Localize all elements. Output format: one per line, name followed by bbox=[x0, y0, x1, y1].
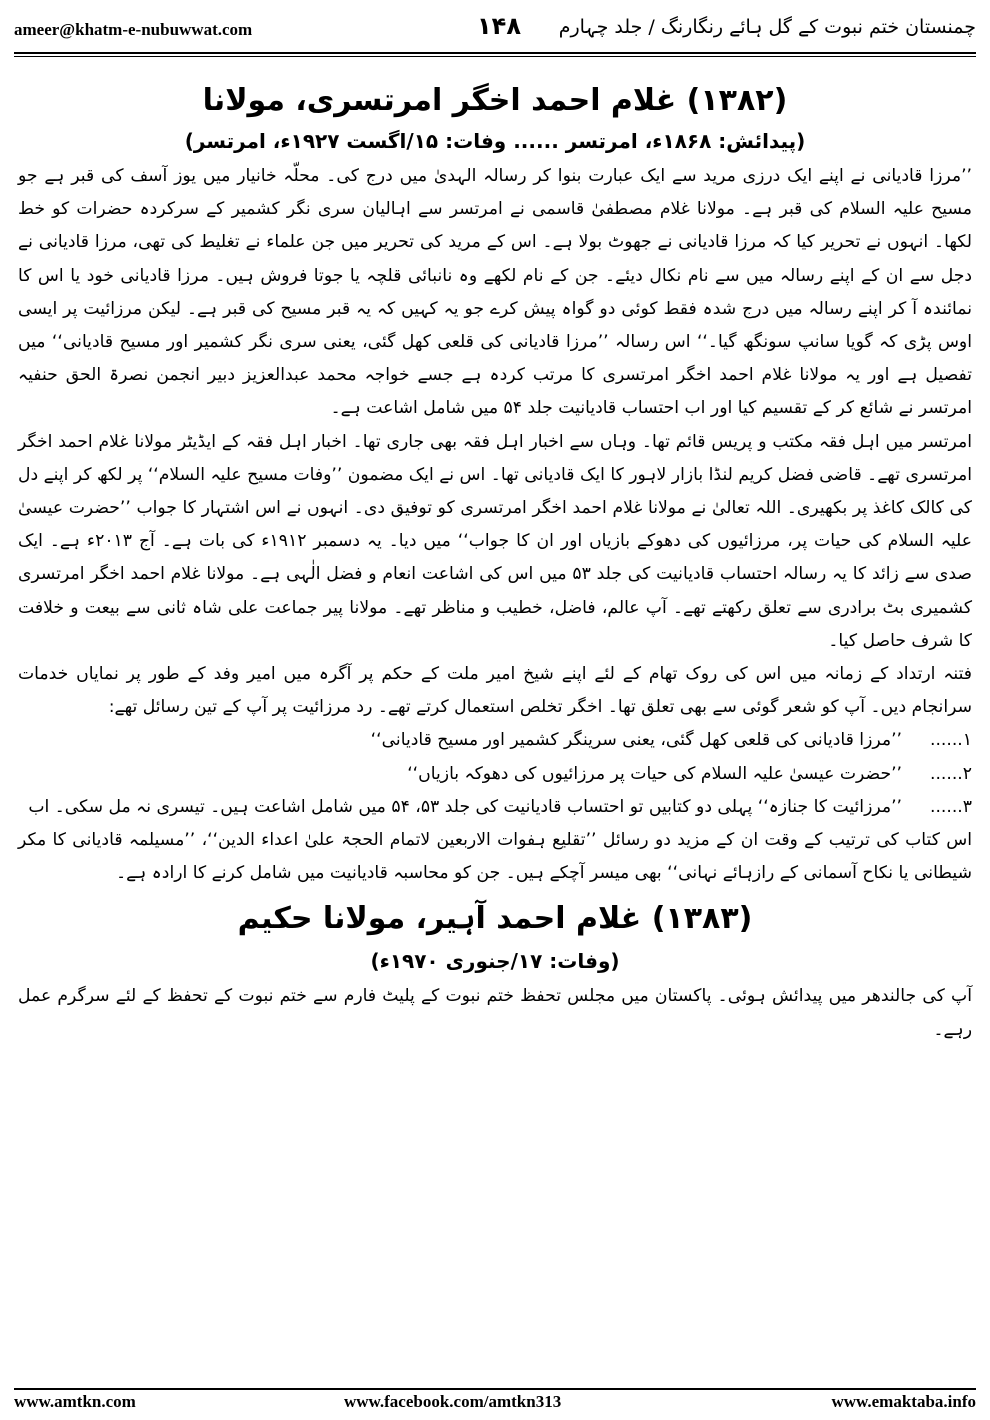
list-item bbox=[18, 758, 972, 791]
footer-link-amtkn[interactable]: www.amtkn.com bbox=[14, 1392, 136, 1411]
list-item-number: ۲...... bbox=[929, 763, 972, 784]
footer-link-emaktaba[interactable]: www.emaktaba.info bbox=[831, 1392, 976, 1411]
header-divider bbox=[14, 52, 976, 54]
list-item-text: ’’حضرت عیسیٰ علیہ السلام کی حیات پر مرزائیوں کی دھوکہ بازیاں‘‘ bbox=[407, 763, 902, 784]
entry-title: (۱۳۸۲) غلام احمد اخگر امرتسری، مولانا bbox=[202, 83, 788, 118]
entry-dates: (پیدائش: ۱۸۶۸ء، امرتسر ...... وفات: ۱۵/اگست ۱۹۲۷ء، امرتسر) bbox=[184, 129, 806, 153]
list-item-number: ۱...... bbox=[929, 730, 972, 751]
entry-1382 bbox=[18, 78, 972, 890]
list-item bbox=[18, 791, 972, 824]
page-header bbox=[14, 6, 976, 58]
list-item-text: ’’مرزا قادیانی کی قلعی کھل گئی، یعنی سرینگر کشمیر اور مسیح قادیانی‘‘ bbox=[370, 730, 902, 751]
book-title: چمنستان ختم نبوت کے گل ہائے رنگارنگ / جلد چہارم bbox=[558, 16, 976, 38]
paragraph: اس کتاب کی ترتیب کے وقت ان کے مزید دو رسائل ’’تقلیع ہفوات الاربعین لاتمام الحجۃ علیٰ اعداء الدین‘‘، ’’مسیلمہ قادیانی کا مکر شیطانی یا نکاح آسمانی کے رازہائے نہانی‘‘ بھی میسر آچکے ہیں۔ جن کو محاسبہ قادیانیت میں شامل کرنے کا ارادہ ہے۔ bbox=[18, 830, 972, 884]
header-email: ameer@khatm-e-nubuwwat.com bbox=[14, 20, 253, 39]
list-item bbox=[18, 724, 972, 757]
header-divider-thin bbox=[14, 56, 976, 57]
paragraph: فتنہ ارتداد کے زمانہ میں اس کی روک تھام کے لئے اپنے شیخ امیر ملت کے حکم پر آگرہ میں امیر وفد کے طور پر نمایاں خدمات سرانجام دیں۔ آپ کو شعر گوئی سے بھی تعلق تھا۔ اخگر تخلص استعمال کرتے تھے۔ رد مرزائیت پر آپ کے تین رسائل تھے: bbox=[18, 664, 972, 718]
entry-1383 bbox=[18, 894, 972, 1046]
entry-title: (۱۳۸۳) غلام احمد آہیر، مولانا حکیم bbox=[237, 901, 753, 937]
paragraph: آپ کی جالندھر میں پیدائش ہوئی۔ پاکستان میں مجلس تحفظ ختم نبوت کے پلیٹ فارم سے ختم نبوت کے تحفظ کے لئے سرگرم عمل رہے۔ bbox=[18, 986, 972, 1040]
page-body bbox=[18, 78, 972, 1047]
entry-dates: (وفات: ۱۷/جنوری ۱۹۷۰ء) bbox=[370, 949, 620, 974]
footer-divider bbox=[14, 1388, 976, 1390]
paragraph: ’’مرزا قادیانی نے اپنے ایک درزی مرید سے ایک عبارت بنوا کر رسالہ الہدیٰ میں درج کی۔ محلّہ خانیار میں یوز آسف کی قبر ہے جو مسیح علیہ السلام کی قبر ہے۔ مولانا غلام مصطفیٰ قاسمی نے امرتسر سے اہالیان سری نگر کشمیر کے سرکردہ حضرات کو خط لکھا۔ انہوں نے تحریر کیا کہ مرزا قادیانی نے جھوٹ بولا ہے۔ اس کے مرید کی تحریر میں جن علماء نے تغلیط کی تھی، مرزا قادیانی نے دجل سے ان کے اپنے رسالہ میں سے نام نکال دیئے۔ جن کے نام لکھے وہ نانبائی قلچہ یا جوتا فروش ہیں۔ مرزا قادیانی خود یا اس کا نمائندہ آ کر اپنے رسالہ میں درج شدہ فقط کوئی دو گواہ پیش کرے جو یہ کہیں کہ یہ قبر مسیح کی قبر ہے۔ لیکن مرزائیت پر ایسی اوس پڑی کہ گویا سانپ سونگھ گیا۔‘‘ اس رسالہ ’’مرزا قادیانی کی قلعی کھل گئی، یعنی سری نگر کشمیر اور مسیح قادیانی‘‘ میں تفصیل ہے اور یہ مولانا غلام احمد اخگر امرتسری کا مرتب کردہ ہے جسے خواجہ محمد عبدالعزیز دبیر انجمن نصرۃ الحق حنفیہ امرتسر نے شائع کر کے تقسیم کیا اور اب احتساب قادیانیت جلد ۵۴ میں شامل اشاعت ہے۔ bbox=[18, 166, 972, 419]
list-item-number: ۳...... bbox=[929, 796, 972, 817]
paragraph: امرتسر میں اہل فقہ مکتب و پریس قائم تھا۔ وہاں سے اخبار اہل فقہ بھی جاری تھا۔ اخبار اہل فقہ کے ایڈیٹر مولانا غلام احمد اخگر امرتسری تھے۔ قاضی فضل کریم لنڈا بازار لاہور کا ایک قادیانی تھا۔ اس نے ایک مضمون ’’وفات مسیح علیہ السلام‘‘ پر لکھ کر اپنے دل کی کالک کاغذ پر بکھیری۔ اللہ تعالیٰ نے مولانا غلام احمد اخگر امرتسری کو توفیق دی۔ انہوں نے اس اشتہار کا جواب ’’حضرت عیسیٰ علیہ السلام کی حیات پر، مرزائیوں کی دھوکے بازیاں اور ان کا جواب‘‘ میں دیا۔ یہ دسمبر ۱۹۱۲ء کی بات ہے۔ آج ۲۰۱۳ء ہے۔ ایک صدی سے زائد کا یہ رسالہ احتساب قادیانیت کی جلد ۵۳ میں اس کی اشاعت انعام و فضل الٰہی ہے۔ مولانا غلام احمد اخگر امرتسری کشمیری بٹ برادری سے تعلق رکھتے تھے۔ آپ عالم، فاضل، خطیب و مناظر تھے۔ مولانا پیر جماعت علی شاہ ثانی سے بیعت و خلافت کا شرف حاصل کیا۔ bbox=[18, 431, 973, 651]
treatise-list bbox=[18, 724, 972, 824]
footer-link-facebook[interactable]: www.facebook.com/amtkn313 bbox=[344, 1392, 562, 1411]
page-footer bbox=[14, 1392, 976, 1416]
list-item-text: ’’مرزائیت کا جنازہ‘‘ پہلی دو کتابیں تو احتساب قادیانیت کی جلد ۵۳، ۵۴ میں شامل اشاعت ہیں۔ تیسری نہ مل سکی۔ اب bbox=[28, 796, 902, 817]
page-number: ۱۴۸ bbox=[477, 12, 521, 40]
